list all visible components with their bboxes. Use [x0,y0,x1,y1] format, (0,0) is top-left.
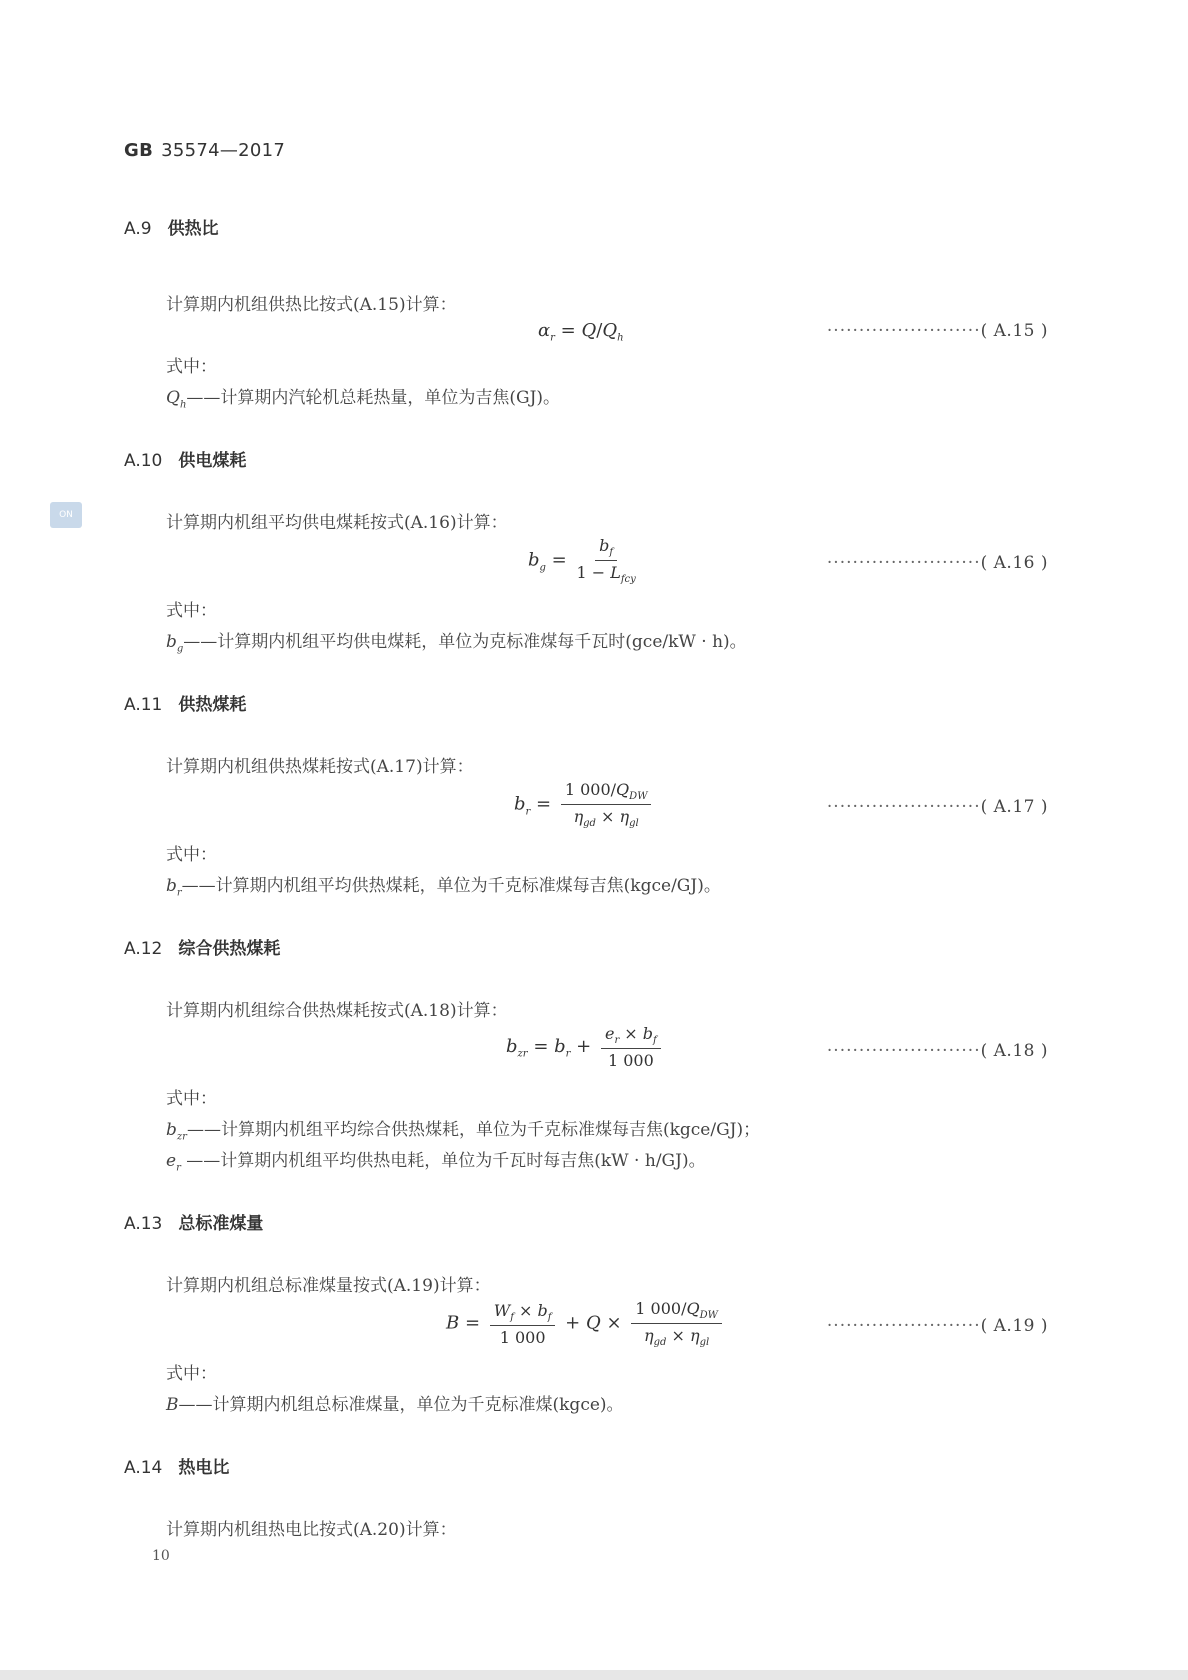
header-code: 35574—2017 [161,140,286,161]
where-label: 式中： [166,1364,217,1384]
definition-br: $b_r——$计算期内机组平均供热煤耗，单位为千克标准煤每吉焦(kgce/GJ)。 [166,876,721,899]
section-title: 供电煤耗 [178,451,247,471]
equation-number-a19: ························( A.19 ) [826,1316,1048,1336]
section-number: A.10 [124,451,163,471]
watermark-stamp-icon: ON [50,502,82,528]
definition-b: B——计算期内机组总标准煤量，单位为千克标准煤(kgce)。 [166,1395,624,1415]
section-a10-heading [124,446,246,471]
equation-number-a15: ························( A.15 ) [826,321,1048,341]
section-number: A.12 [124,939,163,959]
equation-number-a18: ························( A.18 ) [826,1041,1048,1061]
section-title: 热电比 [178,1458,230,1478]
paragraph-a16: 计算期内机组平均供电煤耗按式(A.16)计算： [166,513,508,533]
formula-a16: $b_g$ = $\frac{b_f}{1 - L_{fcy}}$ [528,536,636,586]
paragraph-a19: 计算期内机组总标准煤量按式(A.19)计算： [166,1276,491,1296]
formula-a15: $\alpha_r = Q/Q_h$ [538,320,624,344]
formula-a17: $b_r$ = $\frac{1 000/Q_{DW}}{\eta_{gd} \times \eta_{gl}}$ [514,780,655,829]
section-a12-heading [124,934,280,959]
page-number: 10 [152,1548,170,1564]
section-a9-heading [124,214,219,239]
equation-number-a17: ························( A.17 ) [826,797,1048,817]
where-label: 式中： [166,1089,217,1109]
section-number: A.11 [124,695,163,715]
paragraph-a15: 计算期内机组供热比按式(A.15)计算： [166,295,457,315]
standard-header [124,140,285,161]
section-title: 供热比 [167,219,219,239]
section-a13-heading [124,1209,263,1234]
section-a11-heading [124,690,246,715]
section-number: A.9 [124,219,152,239]
definition-qh: $Q_h——$计算期内汽轮机总耗热量，单位为吉焦(GJ)。 [166,388,561,411]
formula-a18: $b_{zr} = b_r$ + $\frac{e_r \times b_f}{1 000}$ [506,1024,665,1070]
definition-er: $e_r$ ——计算期内机组平均供热电耗，单位为千瓦时每吉焦(kW · h/GJ)。 [166,1151,706,1174]
paragraph-a17: 计算期内机组供热煤耗按式(A.17)计算： [166,757,474,777]
definition-bzr: $b_{zr}——$计算期内机组平均综合供热煤耗，单位为千克标准煤每吉焦(kgce/GJ)； [166,1120,761,1143]
section-number: A.13 [124,1214,163,1234]
section-number: A.14 [124,1458,163,1478]
section-title: 总标准煤量 [178,1214,264,1234]
section-title: 综合供热煤耗 [178,939,281,959]
paragraph-a18: 计算期内机组综合供热煤耗按式(A.18)计算： [166,1001,508,1021]
header-gb: GB [124,140,154,161]
equation-number-a16: ························( A.16 ) [826,553,1048,573]
where-label: 式中： [166,601,217,621]
formula-a19: B = $\frac{W_f \times b_f}{1 000}$ + Q × $\frac{1 000/Q_{DW}}{\eta_{gd} \times \eta_{gl}}$ [446,1299,726,1348]
paragraph-a20: 计算期内机组热电比按式(A.20)计算： [166,1520,457,1540]
section-title: 供热煤耗 [178,695,247,715]
definition-bg: $b_g——$计算期内机组平均供电煤耗，单位为克标准煤每千瓦时(gce/kW · h)。 [166,632,747,655]
where-label: 式中： [166,357,217,377]
section-a14-heading [124,1453,229,1478]
where-label: 式中： [166,845,217,865]
